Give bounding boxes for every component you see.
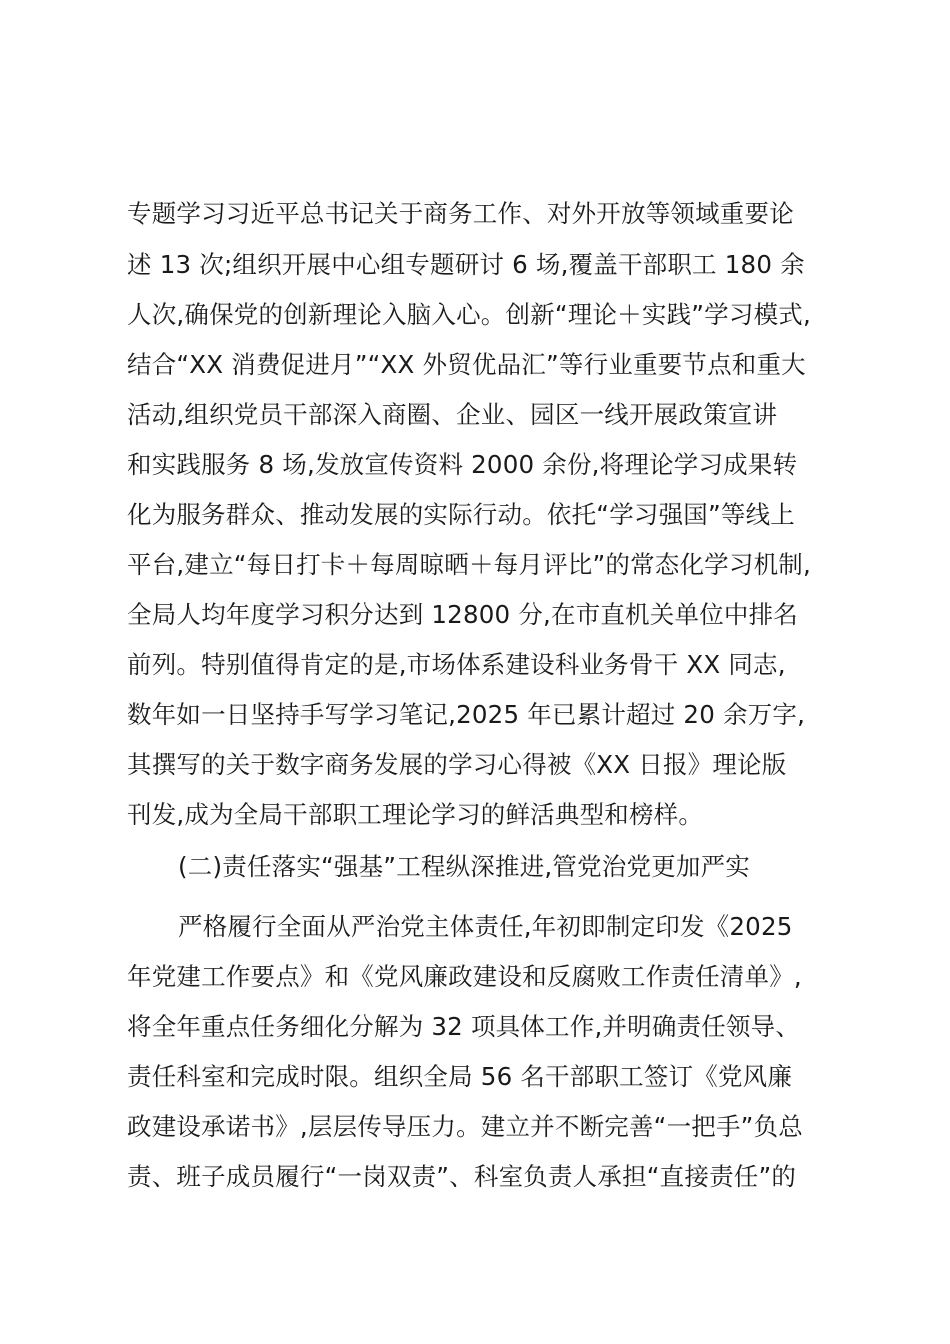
- paragraph-line: 严格履行全面从严治党主体责任,年初即制定印发《2025: [178, 912, 793, 941]
- paragraph-line: 责任科室和完成时限。组织全局 56 名干部职工签订《党风廉: [127, 1062, 793, 1091]
- paragraph-line: 结合“XX 消费促进月”“XX 外贸优品汇”等行业重要节点和重大: [127, 350, 806, 379]
- paragraph-line: 数年如一日坚持手写学习笔记,2025 年已累计超过 20 余万字,: [127, 700, 806, 729]
- paragraph-line: 其撰写的关于数字商务发展的学习心得被《XX 日报》理论版: [127, 750, 787, 779]
- paragraph-line: 平台,建立“每日打卡＋每周晾晒＋每月评比”的常态化学习机制,: [127, 550, 811, 579]
- paragraph-line: 将全年重点任务细化分解为 32 项具体工作,并明确责任领导、: [127, 1012, 801, 1041]
- paragraph-line: 和实践服务 8 场,发放宣传资料 2000 余份,将理论学习成果转: [127, 450, 798, 479]
- section-heading: (二)责任落实“强基”工程纵深推进,管党治党更加严实: [178, 852, 750, 881]
- paragraph-line: 专题学习习近平总书记关于商务工作、对外开放等领域重要论: [127, 199, 794, 228]
- paragraph-line: 人次,确保党的创新理论入脑入心。创新“理论＋实践”学习模式,: [127, 300, 811, 329]
- paragraph-line: 年党建工作要点》和《党风廉政建设和反腐败工作责任清单》,: [127, 962, 802, 991]
- paragraph-line: 化为服务群众、推动发展的实际行动。依托“学习强国”等线上: [127, 500, 795, 529]
- paragraph-line: 政建设承诺书》,层层传导压力。建立并不断完善“一把手”负总: [127, 1112, 803, 1141]
- paragraph-line: 全局人均年度学习积分达到 12800 分,在市直机关单位中排名: [127, 600, 798, 629]
- paragraph-line: 责、班子成员履行“一岗双责”、科室负责人承担“直接责任”的: [127, 1162, 797, 1191]
- paragraph-line: 活动,组织党员干部深入商圈、企业、园区一线开展政策宣讲: [127, 400, 778, 429]
- paragraph-line: 前列。特别值得肯定的是,市场体系建设科业务骨干 XX 同志,: [127, 650, 786, 679]
- paragraph-line: 述 13 次;组织开展中心组专题研讨 6 场,覆盖干部职工 180 余: [127, 250, 805, 279]
- paragraph-line: 刊发,成为全局干部职工理论学习的鲜活典型和榜样。: [127, 800, 704, 829]
